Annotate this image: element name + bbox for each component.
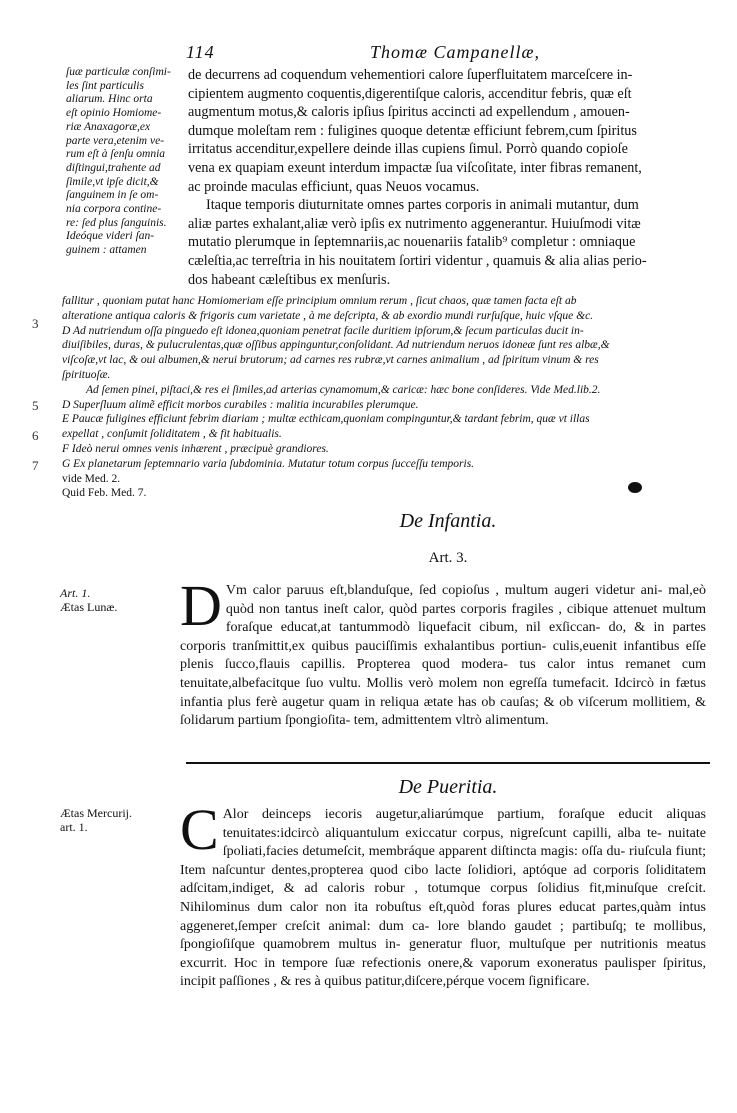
text-line: irritatus accenditur,expellere deinde illas cupiens ſimul. Porrò quando copioſe	[188, 141, 628, 158]
text-line: de decurrens ad coquendum vehementiori calore ſuperfluitatem marceſcere in-	[188, 67, 633, 83]
margin-mark: 6	[32, 428, 39, 443]
text-line: dos habeant cæleſtibus ex menſuris.	[188, 271, 391, 288]
text-line: augmentum motus,& caloris ipſius ſpiritus accincti ad expellendum , amouen-	[188, 104, 630, 121]
note-line: E Paucæ fuligines efficiunt febrim diariam ; multæ ecthicam,quoniam compinguntur,& tardant febrim, quæ vt illas	[62, 413, 590, 426]
section-title-infantia: De Infantia.	[399, 510, 497, 532]
drop-cap: D	[180, 573, 222, 638]
note-line: diuiſibiles, duras, & pulucrulentas,quæ oſſibus appinguntur,conſolidant. Ad nutriendum neruos idoneæ ſunt res albæ,&	[62, 339, 610, 352]
article-number: Art. 3.	[428, 550, 468, 566]
page-number: 114	[186, 42, 215, 62]
note-line: ſpirituoſæ.	[62, 368, 111, 381]
note-line: parte vera,etenim ve-	[66, 134, 165, 147]
section-divider	[186, 762, 710, 764]
note-line: Quid Feb. Med. 7.	[62, 487, 147, 500]
note-line: art. 1.	[60, 820, 88, 834]
margin-mark: 5	[32, 398, 39, 413]
note-line: viſcoſæ,vt lac, & oui albumen,& nerui brutorum; ad carnes res rubræ,vt carnes animalium , ad ſpiritum vinum & res	[62, 354, 599, 367]
note-line: D Ad nutriendum oſſa pinguedo eſt idonea,quoniam penetrat facile duritiem ipſorum,& ſecum particulas ducit in-	[62, 324, 584, 337]
section-title-pueritia: De Pueritia.	[398, 776, 498, 798]
note-line: F Ideò nerui omnes venis inhærent , præcipuè grandiores.	[62, 442, 329, 455]
main-text-top	[188, 66, 708, 289]
footnotes	[62, 294, 712, 501]
note-line: expellat , conſumit ſoliditatem , & fit habitualis.	[62, 428, 282, 441]
margin-mark: 7	[32, 458, 39, 473]
note-line: re: ſed plus ſanguinis.	[66, 216, 167, 229]
note-line: fallitur , quoniam putat hanc Homiomeriam eſſe principium omnium rerum , ſicut chaos, quæ tamen facta eſt ab	[62, 295, 577, 307]
note-line: rum eſt à ſenſu omnia	[66, 148, 166, 161]
note-line: Ætas Lunæ.	[60, 600, 118, 614]
note-line: ſanguinem in ſe om-	[66, 189, 159, 202]
note-line: ſuæ particulæ conſimi-	[66, 66, 171, 78]
note-line: ſimile,vt ipſe dicit,&	[66, 175, 159, 188]
note-line: G Ex planetarum ſeptemnario varia ſubdominia. Mutatur totum corpus ſucceſſu temporis.	[62, 457, 475, 470]
paragraph-infantia	[180, 573, 706, 731]
note-line: nia corpora contine-	[66, 203, 162, 216]
ink-blot	[628, 482, 642, 493]
drop-cap: C	[180, 797, 219, 862]
paragraph-text: Vm calor paruus eſt,blanduſque, ſed copioſus , multum augeri videtur ani- mal,eò quòd non tantus ineſt calor, quòd partes corporis fragiles , cibique attenuet multum foraſque educat,at tantummodò liquefacit cibum, nil exſiccan- do, & in partes corporis tranſmittit,ex quibus pauciſſimis exhalantibus portiun- culis,euenit infantibus eſſe plenis ſucco,flauis capillis. Propterea quod modera- tus calor intus remanet cum tenuitate,albefacitque ſuo vultu. Mollis verò molem non egreſſa tumefacit. Idcircò in fætus infantia plus ferè augetur quam in reliqua ætate has ob cauſas; & ob viſcerum mollitiem, & ſolidarum partium ſpongioſita- tem, admittentem vltrò alimentum.	[180, 583, 706, 729]
text-line: Itaque temporis diuturnitate omnes partes corporis in animali mutantur, dum	[206, 197, 639, 214]
note-line: diſtingui,trahente ad	[66, 161, 161, 174]
paragraph-text: Alor deinceps iecoris augetur,aliarúmque partium, foraſque educit aliquas tenuitates:idcircò aliquantulum exiccatur corpus, nigreſcunt capilli, alba te- nuitate ſpoliati,facies detumeſcit, membráque apparent diſtincta magis: oſſa du- riuſcula fiunt; Item naſcuntur dentes,propterea quod cibo lacte ſolidiori, aptóque ad corporis ſoliditatem adſcitam,indiget, & ad caloris robur , totumque corpus ſolidius fit,minuſque creſcit. Nihilominus dum calor non ita robuſtus eſt,quòd foras plures educat partes,quàm intus aggeneret,ſemper creſcit animal: dum ca- lore blando gaudet ; partibuſq; te mollibus, ſpongioſiſque quamobrem multus in- generatur fluor, multuſque per nutritionis meatus excurrit. Hoc in tempore ſuæ refectionis onere,& vaporum exoneratus paulisper ſpiritus, incipit paſſiones , & res à quibus patitur,diſcere,pérque vocem ſignificare.	[180, 807, 706, 990]
note-line: eſt opinio Homiome-	[66, 107, 162, 120]
marginal-note-top	[66, 66, 186, 258]
note-line: alteratione antiqua caloris & frigoris cum varietate , à me deſcripta, & ab exordio mundi rurſuſque, huic vſque &c.	[62, 309, 594, 322]
note-line: Ad ſemen pinei, piſtaci,& res ei ſimiles,ad arterias cynamomum,& caricæ: hæc bone conſideres. Vide Med.lib.2.	[86, 383, 601, 396]
note-line: aliarum. Hinc orta	[66, 93, 153, 106]
text-line: aliæ partes exhalant,aliæ verò ipſis ex nutrimento aggenerantur. Huiuſmodi vitæ	[188, 215, 641, 232]
note-line: guinem : attamen	[66, 244, 147, 257]
text-line: vena ex quapiam exeunt interdum impactæ ſua viſcoſitate, inter fibras remanent,	[188, 159, 642, 176]
text-line: cipientem augmento coquentis,digerentiſque caloris, accenditur febris, quæ eſt	[188, 85, 632, 102]
note-line: Art. 1.	[60, 586, 91, 600]
margin-mark: 3	[32, 316, 39, 331]
text-line: cæleſtia,ac terreſtria in his nouitatem ſortiri videntur , quamuis & alia alias perio-	[188, 252, 647, 269]
marginal-note-pueritia	[60, 806, 132, 834]
note-line: les ſint particulis	[66, 79, 144, 92]
running-title: Thomæ Campanellæ,	[370, 42, 541, 62]
text-line: dumque moleſtam rem : fuligines quoque detentæ efficiunt febrem,cum ſpiritus	[188, 122, 637, 139]
note-line: vide Med. 2.	[62, 472, 121, 485]
note-line: Ideóque videri ſan-	[66, 230, 155, 243]
note-line: D Superſluum alimẽ efficit morbos curabiles : malitia incurabiles plerumque.	[62, 398, 419, 411]
paragraph-pueritia	[180, 797, 706, 992]
note-line: Ætas Mercurij.	[60, 806, 132, 820]
marginal-note-infantia	[60, 586, 117, 614]
text-line: mutatio plerumque in ſeptemnariis,ac nouenariis fatalib⁹ completur : omniaque	[188, 234, 636, 251]
text-line: ac proinde maculas efficiunt, quas Neuos vocamus.	[188, 178, 480, 195]
note-line: riæ Anaxagoræ,ex	[66, 120, 151, 133]
